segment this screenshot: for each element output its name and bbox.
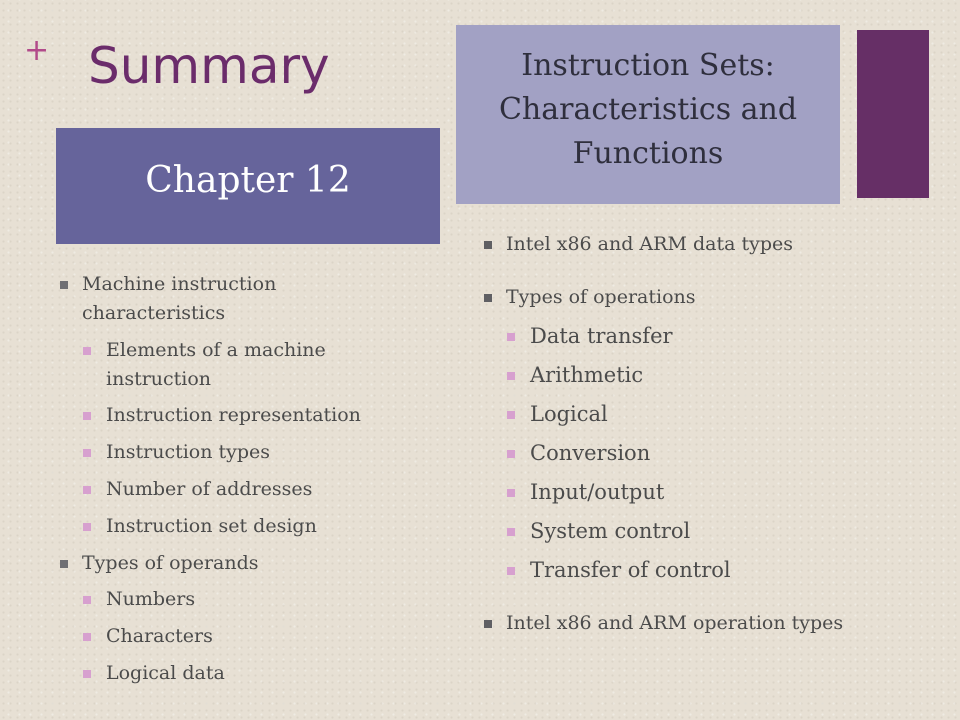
square-bullet-icon <box>83 347 91 355</box>
list-item <box>58 475 408 504</box>
list-item <box>482 439 862 468</box>
square-bullet-icon <box>83 523 91 531</box>
list-item <box>482 283 862 312</box>
list-item <box>58 549 408 578</box>
topic-box <box>456 25 840 204</box>
list-item-text: Types of operations <box>506 286 696 308</box>
slide-title: Summary <box>88 37 330 95</box>
square-bullet-icon <box>83 633 91 641</box>
left-bullet-list <box>58 270 408 688</box>
plus-mark-icon: + <box>24 33 50 68</box>
list-item <box>482 400 862 429</box>
list-item <box>482 230 862 259</box>
list-item-text: Intel x86 and ARM data types <box>506 233 793 255</box>
square-bullet-icon <box>507 411 515 419</box>
list-item-text: Input/output <box>530 480 665 504</box>
list-item <box>482 478 862 507</box>
list-item-text: Conversion <box>530 441 651 465</box>
list-item <box>58 512 408 541</box>
list-item-text: Instruction types <box>106 441 271 463</box>
list-item-text: Logical data <box>106 662 225 684</box>
list-item-text: Data transfer <box>530 324 673 348</box>
list-item-text: Intel x86 and ARM operation types <box>506 612 844 634</box>
square-bullet-icon <box>83 412 91 420</box>
square-bullet-icon <box>83 449 91 457</box>
list-item-text: Instruction representation <box>106 404 361 426</box>
list-item <box>58 622 408 651</box>
list-item-text: Transfer of control <box>530 558 731 582</box>
list-item <box>482 361 862 390</box>
square-bullet-icon <box>507 372 515 380</box>
square-bullet-icon <box>83 670 91 678</box>
list-item-text: Number of addresses <box>106 478 313 500</box>
list-item-text: Machine instruction characteristics <box>82 273 277 324</box>
square-bullet-icon <box>484 620 492 628</box>
square-bullet-icon <box>507 489 515 497</box>
right-bullet-list <box>482 230 862 638</box>
list-item <box>482 322 862 351</box>
list-item <box>58 270 408 328</box>
topic-title: Instruction Sets: Characteristics and Functions <box>498 47 798 171</box>
list-item-text: Numbers <box>106 588 196 610</box>
list-item-text: Characters <box>106 625 213 647</box>
list-item-text: Logical <box>530 402 608 426</box>
list-item <box>58 659 408 688</box>
accent-bar <box>857 30 929 198</box>
square-bullet-icon <box>83 486 91 494</box>
square-bullet-icon <box>507 528 515 536</box>
square-bullet-icon <box>60 281 68 289</box>
list-item <box>482 609 862 638</box>
list-item-text: System control <box>530 519 691 543</box>
chapter-label: Chapter 12 <box>145 160 351 201</box>
chapter-box <box>56 128 440 244</box>
list-item-text: Arithmetic <box>530 363 644 387</box>
list-item-text: Instruction set design <box>106 515 317 537</box>
list-item-text: Types of operands <box>82 552 259 574</box>
square-bullet-icon <box>507 567 515 575</box>
square-bullet-icon <box>507 333 515 341</box>
list-item <box>58 438 408 467</box>
list-item <box>58 401 408 430</box>
square-bullet-icon <box>484 241 492 249</box>
square-bullet-icon <box>83 596 91 604</box>
list-item-text: Elements of a machine instruction <box>106 339 326 390</box>
list-item <box>58 336 408 394</box>
list-item <box>482 517 862 546</box>
list-item <box>482 556 862 585</box>
square-bullet-icon <box>507 450 515 458</box>
list-item <box>58 585 408 614</box>
square-bullet-icon <box>60 560 68 568</box>
square-bullet-icon <box>484 294 492 302</box>
